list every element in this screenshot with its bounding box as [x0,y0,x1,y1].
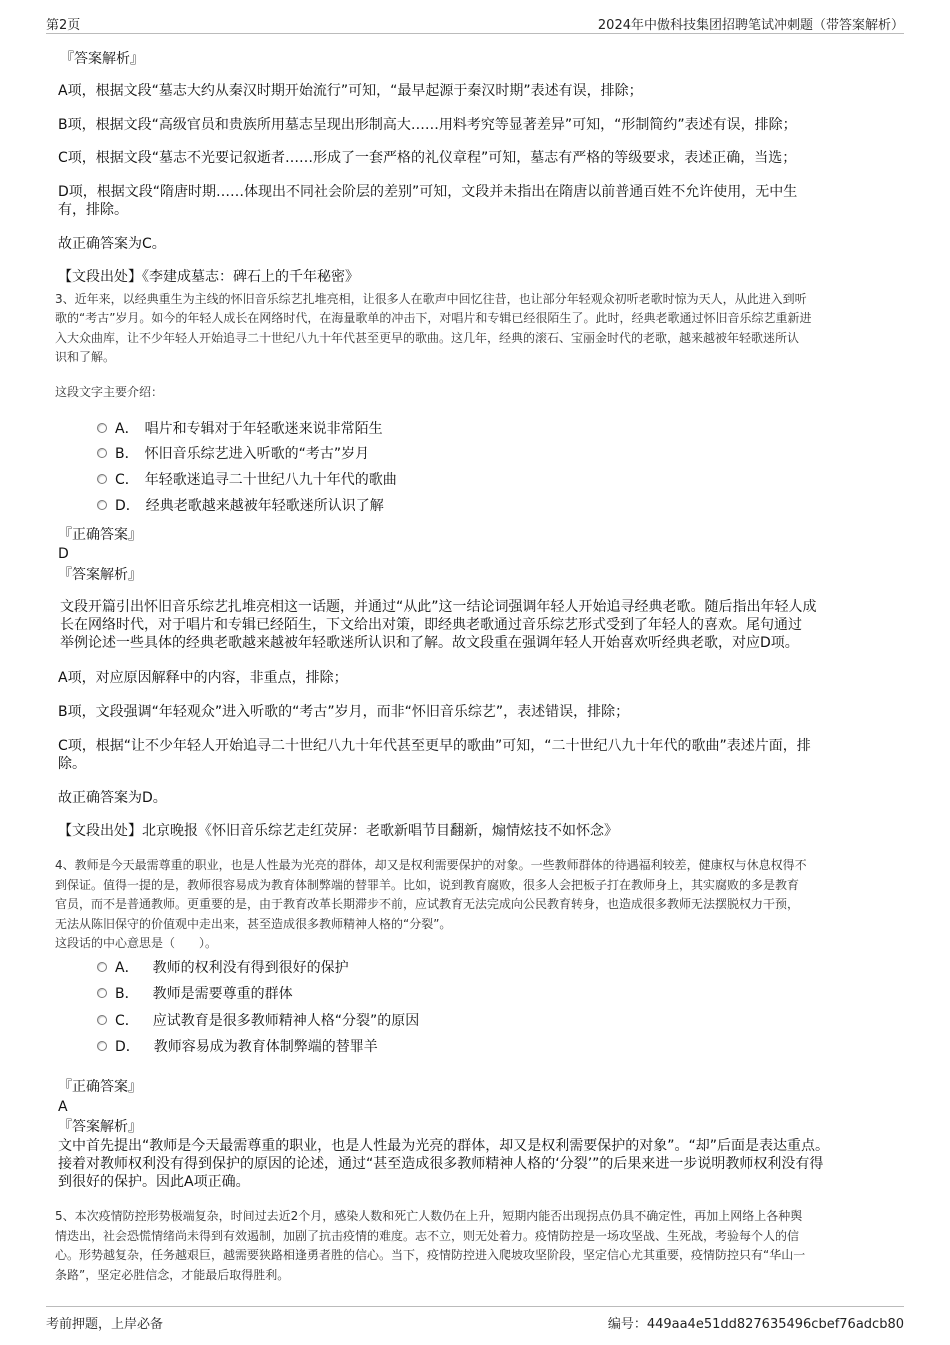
q3-analysis-b: B项，文段强调“年轻观众”进入听歌的“考古”岁月，而非“怀旧音乐综艺”，表述错误，排除； [58,704,630,720]
q5-stem-line2: 情迭出，社会恐慌情绪尚未得到有效遏制，加剧了抗击疫情的难度。志不立，则无处着力。疫情防控是一场攻坚战、生死战，考验每个人的信 [55,1229,800,1243]
q3-stem-line1: 3、近年来，以经典重生为主线的怀旧音乐综艺扎堆亮相，让很多人在歌声中回忆往昔，也让部分年轻观众初听老歌时惊为天人，从此进入到听 [55,292,807,306]
q4-prompt: 这段话的中心意思是（ ）。 [55,936,218,950]
radio-icon[interactable] [97,474,107,484]
page-footer [46,1306,904,1330]
q4-analysis-line2: 接着对教师权利没有得到保护的原因的论述，通过“甚至造成很多教师精神人格的‘分裂’”的后果来进一步说明教师权利没有得 [58,1156,824,1172]
q3-stem-line3: 入大众曲库，让不少年轻人开始追寻二十世纪八九十年代甚至更早的歌曲。这几年，经典的滚石、宝丽金时代的老歌，越来越被年轻歌迷所认 [55,331,800,345]
radio-icon[interactable] [97,1015,107,1025]
q3-option-b[interactable]: B． 怀旧音乐综艺进入听歌的“考古”岁月 [97,445,369,463]
q4-analysis-line1: 文中首先提出“教师是今天最需尊重的职业，也是人性最为光亮的群体，却又是权利需要保护的对象”。“却”后面是表达重点。 [58,1138,830,1154]
page-header [46,12,904,34]
footer-slogan: 考前押题，上岸必备 [46,1317,164,1332]
q3-analysis-label: 『答案解析』 [58,567,142,583]
radio-icon[interactable] [97,1041,107,1051]
q2-analysis-d-line2: 有，排除。 [58,202,128,218]
q3-prompt: 这段文字主要介绍： [55,385,164,399]
q2-source: 【文段出处】《李建成墓志：碑石上的千年秘密》 [58,269,359,285]
q2-analysis-label: 『答案解析』 [60,51,144,67]
q3-stem-line2: 歌的“考古”岁月。如今的年轻人成长在网络时代，在海量歌单的冲击下，对唱片和专辑已经很陌生了。此时，经典老歌通过怀旧音乐综艺重新进 [55,311,812,325]
document-code: 编号：449aa4e51dd827635496cbef76adcb80 [607,1317,904,1332]
q4-stem-line2: 到保证。值得一提的是，教师很容易成为教育体制弊端的替罪羊。比如，说到教育腐败，很多人会把板子打在教师身上，其实腐败的多是教育 [55,878,800,892]
q2-analysis-c: C项，根据文段“墓志不光要记叙逝者……形成了一套严格的礼仪章程”可知，墓志有严格的等级要求，表述正确，当选； [58,150,797,166]
q2-analysis-b: B项，根据文段“高级官员和贵族所用墓志呈现出形制高大……用料考究等显著差异”可知，“形制简约”表述有误，排除； [58,117,797,133]
q5-stem-line1: 5、本次疫情防控形势极端复杂，时间过去近2个月，感染人数和死亡人数仍在上升，短期内能否出现拐点仍具不确定性，再加上网络上各种舆 [55,1209,803,1223]
q4-stem-line1: 4、教师是今天最需尊重的职业，也是人性最为光亮的群体，却又是权利需要保护的对象。一些教师群体的待遇福利较差，健康权与休息权得不 [55,858,807,872]
radio-icon[interactable] [97,962,107,972]
q3-stem-line4: 识和了解。 [55,350,116,364]
q4-answer: A [58,1099,68,1115]
q4-analysis-label: 『答案解析』 [58,1119,142,1135]
q3-analysis-line2: 长在网络时代，对于唱片和专辑已经陌生，下文给出对策，即经典老歌通过音乐综艺形式受到了年轻人的喜欢。尾句通过 [60,617,802,633]
q3-analysis-line3: 举例论述一些具体的经典老歌越来越被年轻歌迷所认识和了解。故文段重在强调年轻人开始喜欢听经典老歌，对应D项。 [60,635,799,651]
q3-option-c[interactable]: C． 年轻歌迷追寻二十世纪八九十年代的歌曲 [97,471,397,489]
q4-option-d[interactable]: D． 教师容易成为教育体制弊端的替罪羊 [97,1038,378,1056]
q3-analysis-c-line1: C项，根据“让不少年轻人开始追寻二十世纪八九十年代甚至更早的歌曲”可知，“二十世纪八九十年代的歌曲”表述片面，排 [58,738,811,754]
q3-analysis-line1: 文段开篇引出怀旧音乐综艺扎堆亮相这一话题，并通过“从此”这一结论词强调年轻人开始追寻经典老歌。随后指出年轻人成 [60,599,817,615]
q3-analysis-a: A项，对应原因解释中的内容，非重点，排除； [58,670,348,686]
q4-analysis-line3: 到很好的保护。因此A项正确。 [58,1174,250,1190]
document-title: 2024年中傲科技集团招聘笔试冲刺题（带答案解析） [597,18,904,33]
radio-icon[interactable] [97,988,107,998]
q4-stem-line4: 无法从陈旧保守的价值观中走出来，甚至造成很多教师精神人格的“分裂”。 [55,917,452,931]
q3-answer: D [58,546,69,562]
q3-option-a[interactable]: A． 唱片和专辑对于年轻歌迷来说非常陌生 [97,420,383,438]
radio-icon[interactable] [97,448,107,458]
q4-stem-line3: 官员，而不是普通教师。更重要的是，由于教育改革长期滞步不前，应试教育无法完成向公民教育转身，也造成很多教师无法摆脱权力干预， [55,897,800,911]
q3-analysis-c-line2: 除。 [58,756,86,772]
q3-conclusion: 故正确答案为D。 [58,790,167,806]
q4-option-b[interactable]: B． 教师是需要尊重的群体 [97,985,293,1003]
q4-answer-label: 『正确答案』 [58,1079,142,1095]
q3-option-d[interactable]: D． 经典老歌越来越被年轻歌迷所认识了解 [97,497,384,515]
q4-option-a[interactable]: A． 教师的权利没有得到很好的保护 [97,959,349,977]
q2-analysis-d-line1: D项，根据文段“隋唐时期……体现出不同社会阶层的差别”可知，文段并未指出在隋唐以前普通百姓不允许使用，无中生 [58,184,798,200]
q3-answer-label: 『正确答案』 [58,527,142,543]
q2-conclusion: 故正确答案为C。 [58,236,166,252]
radio-icon[interactable] [97,423,107,433]
q2-analysis-a: A项，根据文段“墓志大约从秦汉时期开始流行”可知，“最早起源于秦汉时期”表述有误，排除； [58,83,643,99]
page-number: 第2页 [46,18,81,33]
q3-source: 【文段出处】北京晚报《怀旧音乐综艺走红荧屏：老歌新唱节目翻新，煽情炫技不如怀念》 [58,823,618,839]
q5-stem-line3: 心。形势越复杂，任务越艰巨，越需要狭路相逢勇者胜的信心。当下，疫情防控进入爬坡攻坚阶段，坚定信心尤其重要，疫情防控只有“华山一 [55,1248,806,1262]
radio-icon[interactable] [97,500,107,510]
q4-option-c[interactable]: C． 应试教育是很多教师精神人格“分裂”的原因 [97,1012,419,1030]
q5-stem-line4: 条路”，坚定必胜信念，才能最后取得胜利。 [55,1268,290,1282]
